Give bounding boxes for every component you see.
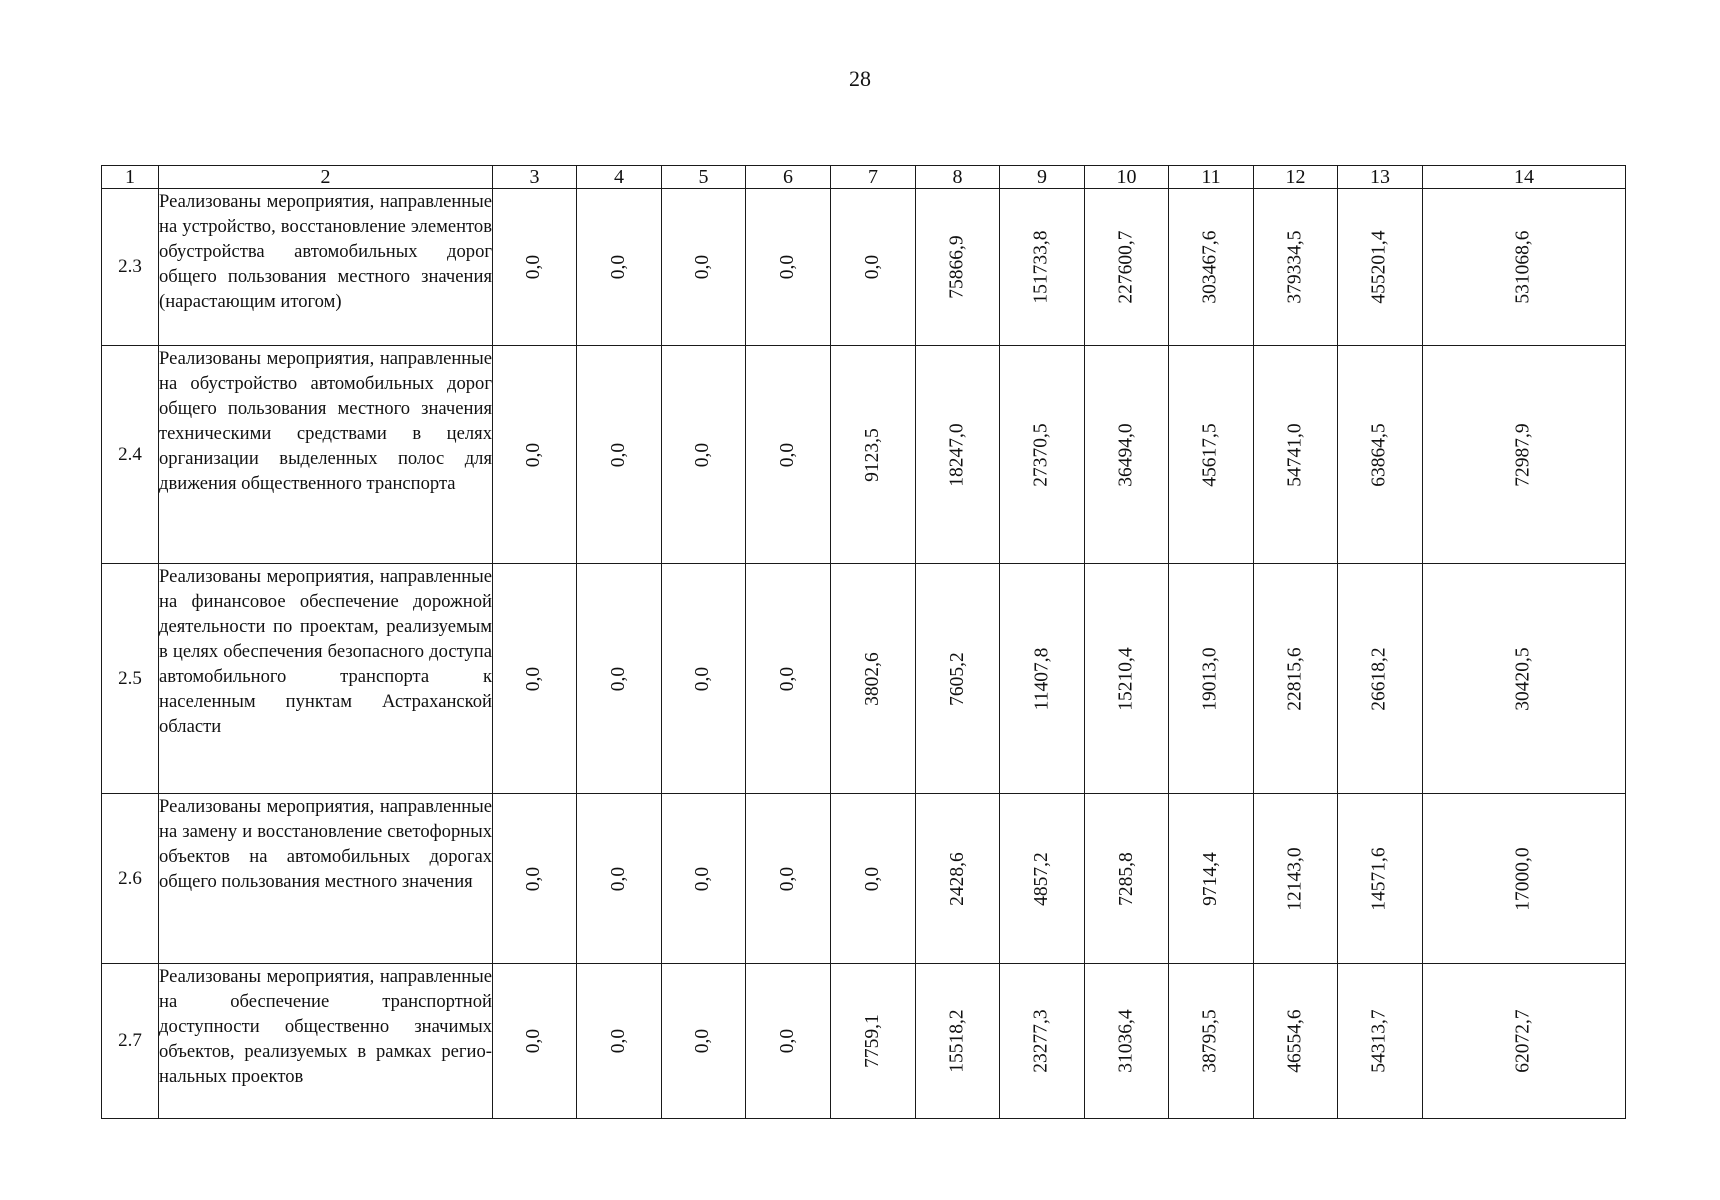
value-cell <box>916 346 1000 564</box>
value-text: 0,0 <box>523 254 545 280</box>
row-description: Реализованы мероприятия, направленные на обеспечение транспортной доступности общественно значимых объектов, реализуемых в рамках региональных проектов <box>159 964 493 1119</box>
value-text: 379334,5 <box>1284 230 1306 304</box>
value-text: 0,0 <box>523 666 545 691</box>
value-text: 0,0 <box>777 1028 798 1054</box>
value-text: 151733,8 <box>1031 230 1052 304</box>
value-cell <box>493 346 577 564</box>
row-number: 2.3 <box>102 189 159 346</box>
value-text: 0,0 <box>608 254 629 280</box>
value-text: 0,0 <box>692 442 714 467</box>
value-cell <box>493 189 577 346</box>
value-cell <box>1085 794 1169 964</box>
value-text: 0,0 <box>777 254 798 280</box>
indicators-table-container <box>101 165 1625 1119</box>
value-cell <box>1423 346 1626 564</box>
value-cell <box>662 964 746 1119</box>
value-cell <box>1000 564 1085 794</box>
value-text: 62072,7 <box>1513 1009 1534 1073</box>
value-text: 2428,6 <box>946 851 968 906</box>
value-text: 72987,9 <box>1513 422 1534 487</box>
value-cell <box>1338 794 1423 964</box>
value-text: 7605,2 <box>946 651 968 706</box>
column-header: 2 <box>159 166 493 189</box>
value-cell <box>1423 964 1626 1119</box>
value-text: 7759,1 <box>862 1014 883 1068</box>
row-description: Реализованы мероприятия, направленные на замену и восстановление светофорных объектов на автомобильных дорогах общего пользования местного значения <box>159 794 493 964</box>
value-text: 45617,5 <box>1200 422 1221 487</box>
value-cell <box>1254 564 1338 794</box>
row-number: 2.4 <box>102 346 159 564</box>
value-cell <box>662 346 746 564</box>
column-header: 7 <box>831 166 916 189</box>
value-cell <box>1254 964 1338 1119</box>
value-cell <box>1254 346 1338 564</box>
value-cell <box>1085 964 1169 1119</box>
row-description: Реализованы мероприятия, направленные на устройство, восстановление элементов обустройства автомобильных дорог общего пользования местного значения (нарастающим итогом) <box>159 189 493 346</box>
value-cell <box>1169 564 1254 794</box>
value-text: 4857,2 <box>1031 851 1052 906</box>
value-text: 455201,4 <box>1369 230 1390 304</box>
value-text: 11407,8 <box>1031 647 1052 710</box>
column-header: 8 <box>916 166 1000 189</box>
value-cell <box>662 189 746 346</box>
column-number-header-row <box>102 166 1626 189</box>
value-cell <box>493 794 577 964</box>
value-cell <box>1169 964 1254 1119</box>
column-header: 4 <box>577 166 662 189</box>
value-text: 12143,0 <box>1284 846 1306 911</box>
value-text: 31036,4 <box>1115 1009 1137 1073</box>
value-text: 227600,7 <box>1115 230 1137 304</box>
row-number: 2.7 <box>102 964 159 1119</box>
value-cell <box>577 964 662 1119</box>
value-text: 0,0 <box>523 442 545 467</box>
value-cell <box>1169 794 1254 964</box>
value-text: 0,0 <box>608 666 629 691</box>
value-cell <box>831 346 916 564</box>
value-cell <box>916 189 1000 346</box>
value-cell <box>746 564 831 794</box>
value-text: 17000,0 <box>1513 846 1534 911</box>
value-cell <box>1338 564 1423 794</box>
value-cell <box>1000 189 1085 346</box>
column-header: 9 <box>1000 166 1085 189</box>
value-cell <box>916 964 1000 1119</box>
value-text: 303467,6 <box>1200 230 1221 304</box>
value-cell <box>746 964 831 1119</box>
value-text: 0,0 <box>777 866 798 891</box>
value-cell <box>1423 189 1626 346</box>
value-text: 0,0 <box>608 1028 629 1054</box>
value-text: 0,0 <box>692 254 714 280</box>
column-header: 5 <box>662 166 746 189</box>
row-number: 2.5 <box>102 564 159 794</box>
value-text: 19013,0 <box>1200 646 1221 711</box>
value-text: 75866,9 <box>946 235 968 299</box>
value-text: 3802,6 <box>862 651 883 706</box>
value-cell <box>1169 189 1254 346</box>
table-row <box>102 346 1626 564</box>
column-header: 10 <box>1085 166 1169 189</box>
value-text: 15210,4 <box>1115 646 1137 711</box>
value-text: 54313,7 <box>1369 1009 1390 1073</box>
value-cell <box>493 564 577 794</box>
column-header: 6 <box>746 166 831 189</box>
value-text: 0,0 <box>692 1028 714 1054</box>
value-cell <box>1338 346 1423 564</box>
value-text: 15518,2 <box>946 1009 968 1073</box>
value-cell <box>1000 964 1085 1119</box>
value-text: 9123,5 <box>862 427 883 482</box>
value-text: 18247,0 <box>946 422 968 487</box>
value-cell <box>831 794 916 964</box>
value-cell <box>916 794 1000 964</box>
value-text: 0,0 <box>692 666 714 691</box>
value-text: 0,0 <box>523 866 545 891</box>
table-row <box>102 564 1626 794</box>
value-text: 0,0 <box>523 1028 545 1054</box>
value-cell <box>493 964 577 1119</box>
value-text: 0,0 <box>862 866 883 891</box>
table-row <box>102 189 1626 346</box>
value-text: 38795,5 <box>1200 1009 1221 1073</box>
value-cell <box>831 189 916 346</box>
value-text: 46554,6 <box>1284 1009 1306 1073</box>
value-text: 0,0 <box>777 666 798 691</box>
value-cell <box>746 346 831 564</box>
value-text: 9714,4 <box>1200 851 1221 906</box>
column-header: 14 <box>1423 166 1626 189</box>
value-text: 27370,5 <box>1031 422 1052 487</box>
value-text: 54741,0 <box>1284 422 1306 487</box>
value-cell <box>1423 564 1626 794</box>
value-cell <box>831 564 916 794</box>
page-number: 28 <box>849 66 871 91</box>
value-cell <box>1085 189 1169 346</box>
value-text: 0,0 <box>608 442 629 467</box>
value-text: 14571,6 <box>1369 846 1390 911</box>
value-text: 22815,6 <box>1284 646 1306 711</box>
column-header: 1 <box>102 166 159 189</box>
value-text: 63864,5 <box>1369 422 1390 487</box>
value-cell <box>746 189 831 346</box>
value-cell <box>831 964 916 1119</box>
value-cell <box>577 346 662 564</box>
indicators-table <box>101 165 1626 1119</box>
table-row <box>102 964 1626 1119</box>
value-cell <box>1085 346 1169 564</box>
value-cell <box>1254 794 1338 964</box>
column-header: 3 <box>493 166 577 189</box>
value-cell <box>916 564 1000 794</box>
value-text: 0,0 <box>608 866 629 891</box>
value-cell <box>1338 964 1423 1119</box>
value-cell <box>662 794 746 964</box>
value-cell <box>1338 189 1423 346</box>
value-text: 7285,8 <box>1115 851 1137 906</box>
value-text: 26618,2 <box>1369 646 1390 711</box>
value-text: 0,0 <box>777 442 798 467</box>
column-header: 11 <box>1169 166 1254 189</box>
value-text: 531068,6 <box>1513 230 1534 304</box>
value-cell <box>746 794 831 964</box>
value-cell <box>662 564 746 794</box>
value-cell <box>1423 794 1626 964</box>
value-cell <box>1254 189 1338 346</box>
row-number: 2.6 <box>102 794 159 964</box>
value-cell <box>577 564 662 794</box>
table-row <box>102 794 1626 964</box>
value-cell <box>577 189 662 346</box>
value-text: 36494,0 <box>1115 422 1137 487</box>
row-description: Реализованы мероприятия, направленные на обустройство автомобильных дорог общего пользования местного значения техническими средствами в целях организации выделенных полос для движения общественного транспорта <box>159 346 493 564</box>
row-description: Реализованы мероприятия, направленные на финансовое обеспечение дорожной деятельности по проектам, реализуемым в целях обеспечения безопасного доступа автомобильного транспорта к населенным пунктам Астраханской области <box>159 564 493 794</box>
column-header: 13 <box>1338 166 1423 189</box>
value-text: 0,0 <box>862 254 883 280</box>
value-cell <box>1085 564 1169 794</box>
value-cell <box>1169 346 1254 564</box>
value-cell <box>1000 346 1085 564</box>
value-text: 0,0 <box>692 866 714 891</box>
value-text: 30420,5 <box>1513 646 1534 711</box>
value-text: 23277,3 <box>1031 1009 1052 1073</box>
value-cell <box>1000 794 1085 964</box>
value-cell <box>577 794 662 964</box>
column-header: 12 <box>1254 166 1338 189</box>
